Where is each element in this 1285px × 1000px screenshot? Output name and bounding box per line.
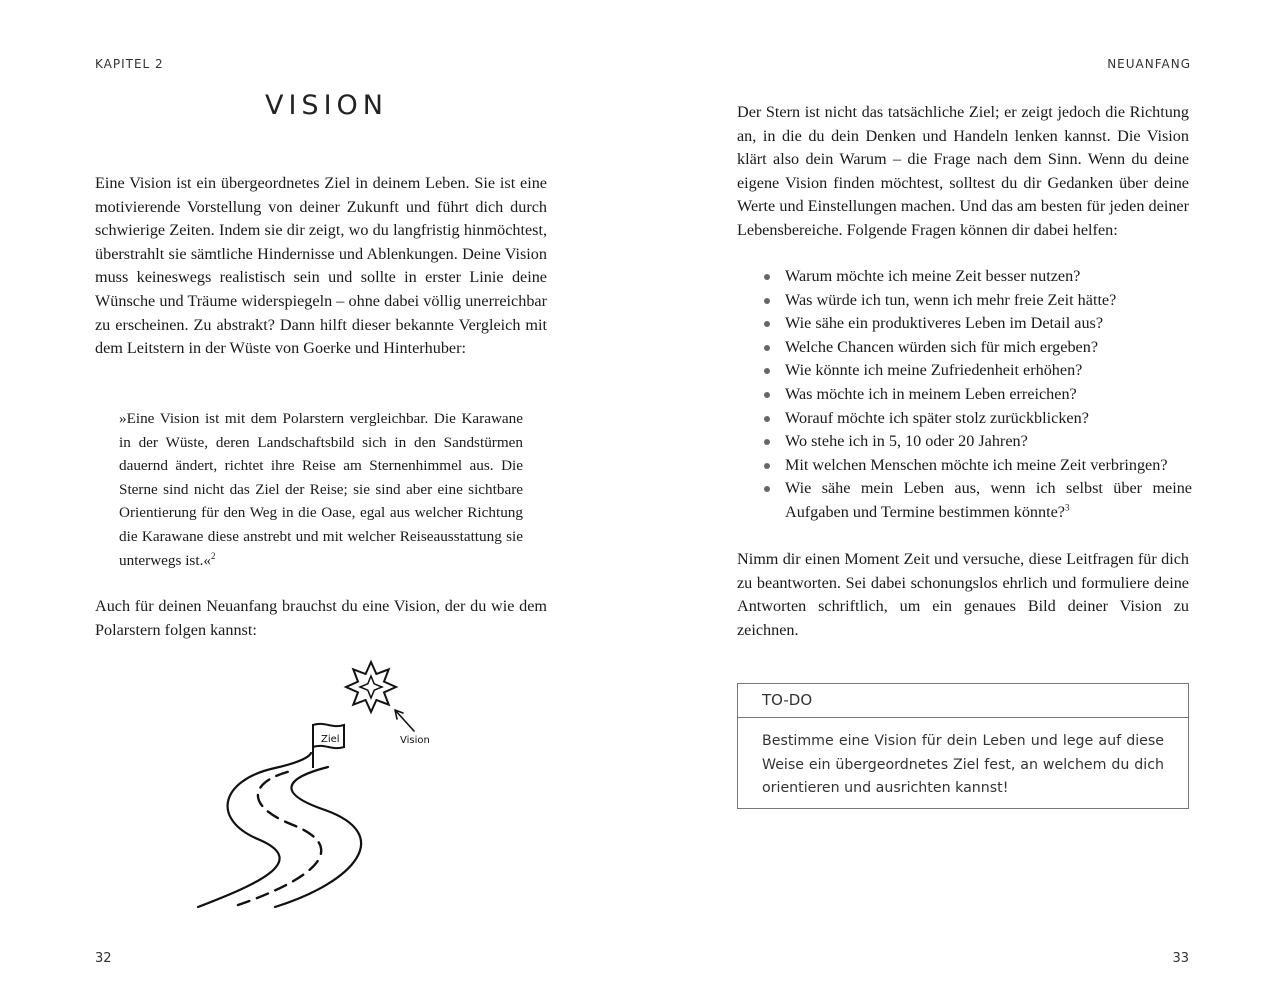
list-item: Warum möchte ich meine Zeit besser nutzen? [760,265,1192,289]
page-number-right: 33 [1172,951,1189,966]
todo-text: Bestimme eine Vision für dein Leben und lege auf diese Weise ein übergeordnetes Ziel fest, an welchem du dich orientieren und ausrichten kannst! [762,733,1164,796]
footnote-marker: 2 [210,550,216,561]
right-closing-paragraph: Nimm dir einen Moment Zeit und versuche, diese Leitfragen für dich zu beantworten. Sei dabei schonungslos ehrlich und formuliere deine Antworten schriftlich, um ein genaues Bild deiner Vision zu zeichnen. [737,550,1189,639]
todo-heading: TO-DO [738,684,1188,718]
footnote-marker: 3 [1064,502,1070,513]
list-item: Was würde ich tun, wenn ich mehr freie Zeit hätte? [760,289,1192,313]
page-title: VISION [265,90,388,121]
page-number-left: 32 [95,951,112,966]
todo-box [737,683,1189,809]
arrow-icon [395,710,414,731]
flag-icon [313,724,344,768]
vision-road-illustration [180,650,440,915]
list-item: Wie könnte ich meine Zufriedenheit erhöhen? [760,359,1192,383]
road-edge-left [198,753,311,907]
list-item: Mit welchen Menschen möchte ich meine Zeit verbringen? [760,454,1192,478]
running-header: NEUANFANG [1107,57,1191,71]
star-icon [346,662,396,712]
list-item: Wie sähe ein produktiveres Leben im Detail aus? [760,312,1192,336]
blockquote [119,407,523,572]
list-item [760,477,1192,524]
list-item: Worauf möchte ich später stolz zurückblicken? [760,407,1192,431]
road-edge-right [275,767,361,907]
intro-paragraph: Eine Vision ist ein übergeordnetes Ziel in deinem Leben. Sie ist eine motivierende Vorstellung von deiner Zukunft und führt dich durch schwierige Zeiten. Indem sie dir zeigt, wo du langfristig hinmöchtest, überstrahlt sie sämtliche Hindernisse und Ablenkungen. Deine Vision muss keineswegs realistisch sein und sollte in erster Linie deine Wünsche und Träume widerspiegeln – ohne dabei völlig unerreichbar zu erscheinen. Zu abstrakt? Dann hilft dieser bekannte Vergleich mit dem Leitstern in der Wüste von Goerke und Hinterhuber: [95,174,547,358]
closing-paragraph: Auch für deinen Neuanfang brauchst du eine Vision, der du wie dem Polarstern folgen kannst: [95,597,547,639]
list-item: Welche Chancen würden sich für mich ergeben? [760,336,1192,360]
flag-label: Ziel [321,734,340,745]
quote-text: »Eine Vision ist mit dem Polarstern vergleichbar. Die Karawane in der Wüste, deren Landschaftsbild sich in den Sandstürmen dauernd ändert, richtet ihre Reise am Sternenhimmel aus. Die Sterne sind nicht das Ziel der Reise; sie sind aber eine sichtbare Orientierung für den Weg in die Oase, egal aus welcher Richtung die Karawane diese anstrebt und mit welcher Reiseausstattung sie unterwegs ist.« [119,410,523,569]
chapter-header: KAPITEL 2 [95,57,164,71]
list-item: Was möchte ich in meinem Leben erreichen? [760,383,1192,407]
right-intro-paragraph: Der Stern ist nicht das tatsächliche Ziel; er zeigt jedoch die Richtung an, in die du dein Denken und Handeln lenken kannst. Die Vision klärt also dein Warum – die Frage nach dem Sinn. Wenn du deine eigene Vision finden möchtest, solltest du dir Gedanken über deine Werte und Einstellungen machen. Und das am besten für jeden deiner Lebensbereiche. Folgende Fragen können dir dabei helfen: [737,103,1189,239]
list-item: Wo stehe ich in 5, 10 oder 20 Jahren? [760,430,1192,454]
list-item-text: Wie sähe mein Leben aus, wenn ich selbst über meine Aufgaben und Termine bestimmen könnte? [785,479,1192,521]
star-label: Vision [400,735,430,746]
question-list [760,265,1192,525]
